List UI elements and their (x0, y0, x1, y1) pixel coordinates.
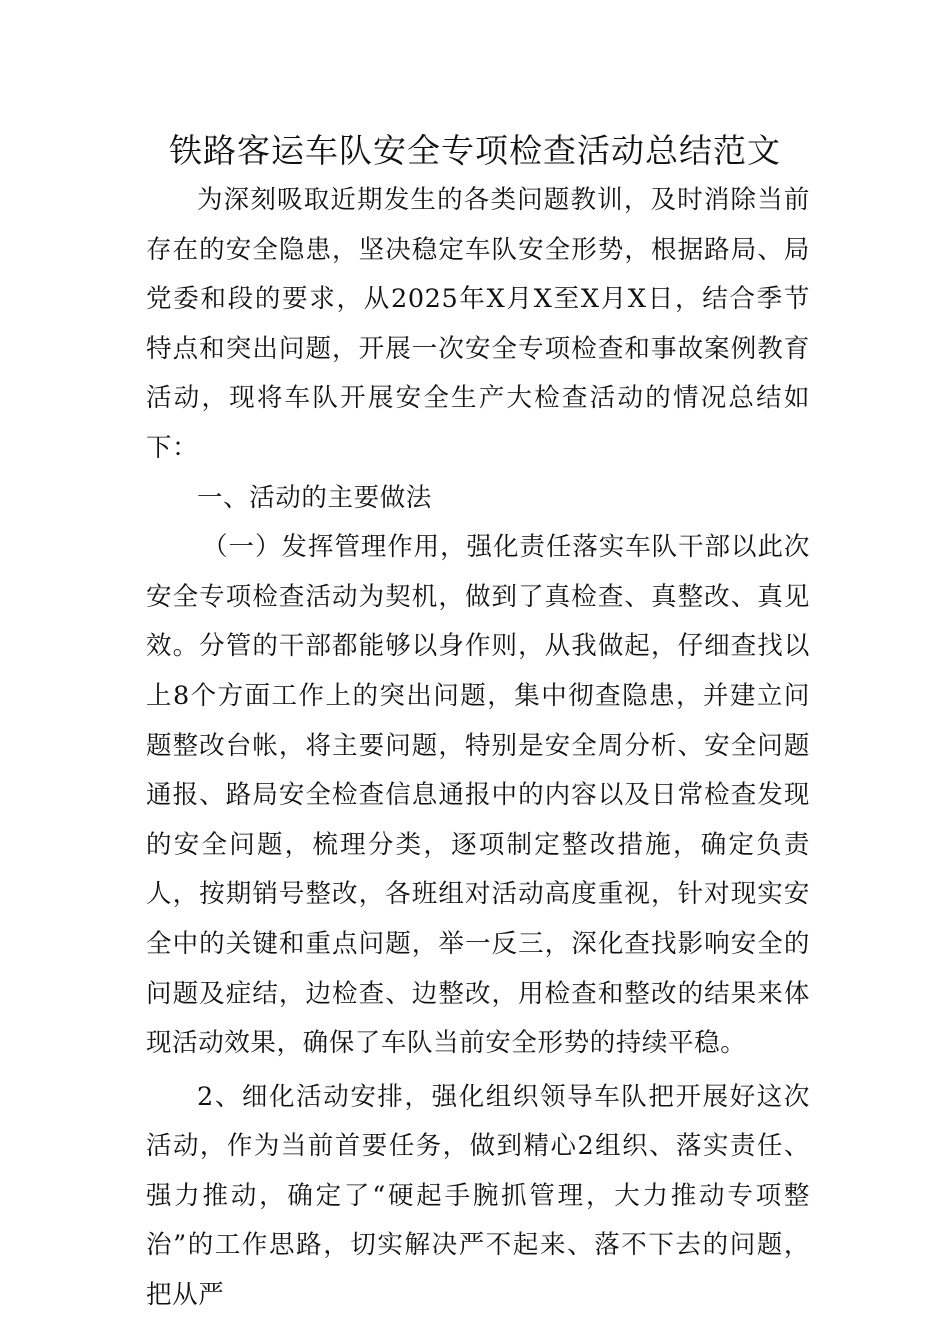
intro-paragraph: 为深刻吸取近期发生的各类问题教训，及时消除当前存在的安全隐患，坚决稳定车队安全形势，根据路局、局党委和段的要求，从2025年X月X至X月X日，结合季节特点和突出问题，开展一次安全专项检查和事故案例教育活动，现将车队开展安全生产大检查活动的情况总结如下： (146, 185, 810, 463)
document-title: 铁路客运车队安全专项检查活动总结范文 (169, 131, 781, 170)
document-body (146, 176, 810, 1321)
body-paragraph: 2、细化活动安排，强化组织领导车队把开展好这次活动，作为当前首要任务，做到精心2组织、落实责任、强力推动，确定了“硬起手腕抓管理，大力推动专项整治”的工作思路，切实解决严不起来、落不下去的问题，把从严 (146, 1081, 810, 1311)
section-heading: 一、活动的主要做法 (197, 482, 432, 513)
body-paragraph: （一）发挥管理作用，强化责任落实车队干部以此次安全专项检查活动为契机，做到了真检查、真整改、真见效。分管的干部都能够以身作则，从我做起，仔细查找以上8个方面工作上的突出问题，集中彻查隐患，并建立问题整改台帐，将主要问题，特别是安全周分析、安全问题通报、路局安全检查信息通报中的内容以及日常检查发现的安全问题，梳理分类，逐项制定整改措施，确定负责人，按期销号整改，各班组对活动高度重视，针对现实安全中的关键和重点问题，举一反三，深化查找影响安全的问题及症结，边检查、边整改，用检查和整改的结果来体现活动效果，确保了车队当前安全形势的持续平稳。 (146, 532, 810, 1059)
